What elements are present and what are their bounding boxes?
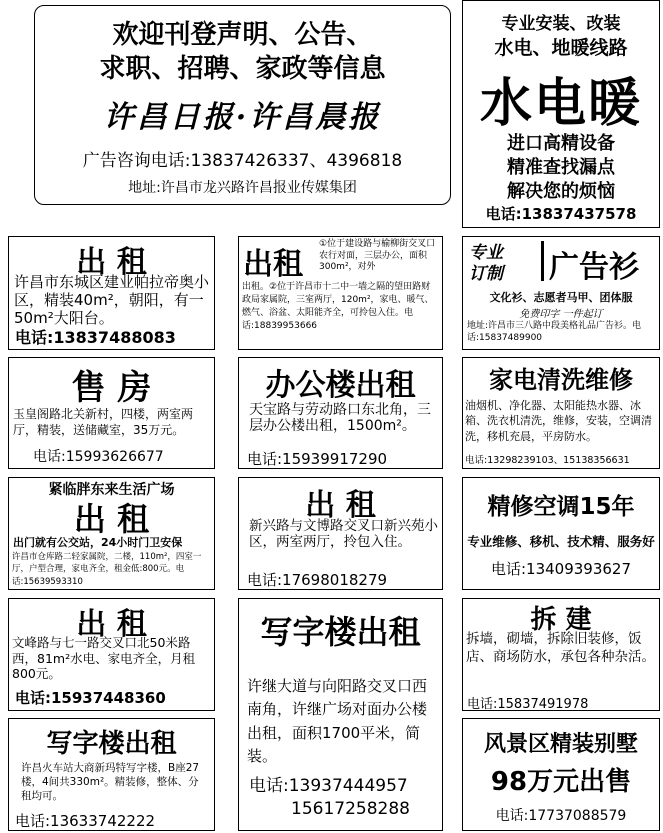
xinxing-body: 新兴路与文博路交叉口新兴苑小区，两室两厅，拎包入住。	[249, 518, 438, 551]
plaza-line1: 出门就有公交站，24小时门卫安保	[13, 536, 183, 549]
plumbing-line2: 水电、地暖线路	[494, 37, 628, 59]
shirts-line1: 文化衫、志愿者马甲、团体服	[489, 291, 633, 304]
wenfeng-title: 出 租	[76, 607, 147, 642]
header-address: 地址:许昌市龙兴路许昌报业传媒集团	[128, 180, 357, 196]
tower-title: 写字楼出租	[260, 613, 421, 651]
rent-title: 出 租	[76, 245, 147, 280]
ad-custom-shirts	[462, 236, 660, 350]
shirts-line3: 地址:许昌市三八路中段美格礼品广告衫。电话:15837489900	[467, 321, 642, 344]
shirts-title: 广告衫	[549, 250, 639, 285]
ad-demolition	[462, 598, 660, 711]
ad-ac-repair	[462, 477, 660, 590]
sale-title: 售 房	[71, 368, 152, 408]
ad-office-tower-rent	[238, 598, 443, 831]
header-banner	[34, 5, 451, 205]
building-title: 写字楼出租	[46, 729, 177, 759]
shirts-logo-bottom: 订制	[469, 264, 503, 284]
plumbing-big: 水电暖	[479, 74, 642, 134]
rent-body: 许昌市东城区建业帕拉帝奥小区，精装40m²，朝阳，有一50m²大阳台。	[14, 273, 210, 327]
plumbing-line1: 专业安装、改装	[501, 14, 621, 34]
tower-body: 许继大道与向阳路交叉口西南角，许继广场对面办公楼出租，面积1700平米，简装。	[247, 677, 428, 765]
plaza-header: 紧临胖东来生活广场	[48, 482, 175, 498]
appliance-body: 油烟机、净化器、太阳能热水器、冰箱、洗衣机清洗，维修，安装，空调清洗，移机充晨，平房防水。	[465, 399, 652, 443]
villa-phone: 电话:17737088579	[495, 808, 627, 824]
ad-villa-sale	[462, 718, 660, 831]
shirts-divider	[541, 241, 544, 281]
plumbing-line5: 解决您的烦恼	[507, 181, 615, 202]
ad-plaza-rent	[8, 477, 215, 590]
ad-appliance-cleaning	[462, 357, 660, 469]
rent-two-title: 出租	[243, 247, 303, 282]
office-body: 天宝路与劳动路口东北角，三层办公楼出租，1500m²。	[249, 402, 431, 435]
villa-line2: 98万元出售	[490, 767, 632, 797]
demolish-title: 拆 建	[530, 605, 592, 635]
appliance-phone: 电话:13298239103、15138356631	[465, 455, 630, 466]
header-line1: 欢迎刊登声明、公告、	[112, 20, 373, 50]
shirts-line2: 免费印字 一件起订	[519, 309, 603, 320]
ac-line1: 专业维修、移机、技术精、服务好	[467, 534, 655, 549]
plumbing-phone: 电话:13837437578	[485, 205, 637, 223]
appliance-title: 家电清洗维修	[489, 366, 633, 394]
office-title: 办公楼出租	[265, 368, 416, 403]
ad-house-sale	[8, 357, 215, 469]
ad-rent-xinxing	[238, 477, 443, 590]
demolish-phone: 电话:15837491978	[467, 697, 589, 711]
demolish-body: 拆墙，砌墙，拆除旧装修，饭店、商场防水，承包各种杂活。	[466, 631, 655, 665]
ad-rent-two-properties	[238, 236, 443, 350]
ad-rent-dongcheng	[8, 236, 215, 350]
building-phone: 电话:13633742222	[15, 812, 156, 830]
newspaper-logo: 许昌日报·许昌晨报	[103, 100, 382, 135]
rent-two-body-right: ①位于建设路与榆柳街交叉口农行对面，三层办公，面积300m²，对外	[319, 239, 436, 273]
ad-plumbing	[462, 0, 660, 228]
header-line2: 求职、招聘、家政等信息	[99, 54, 386, 84]
ad-rent-wenfeng	[8, 598, 215, 711]
plaza-title: 出 租	[73, 500, 150, 538]
ad-office-building-rent	[8, 718, 215, 831]
plumbing-line3: 进口高精设备	[507, 133, 615, 154]
sale-body: 玉皇阁路北关新村，四楼，两室两厅，精装，送储藏室，35万元。	[13, 407, 194, 438]
xinxing-title: 出 租	[305, 488, 376, 523]
rent-two-body-bottom: 出租。②位于许昌市十二中一墙之隔的望田路财政局家属院，三室两厅，120m²，家电、暖气、燃气、浴盆、太阳能齐全，可拎包入住。电话:18839953666	[242, 282, 434, 332]
wenfeng-body: 文峰路与七一路交叉口北50米路西，81m²水电、家电齐全，月租800元。	[12, 635, 196, 682]
tower-phone2: 15617258288	[291, 799, 410, 819]
villa-line1: 风景区精装别墅	[483, 732, 638, 757]
plaza-line2: 许昌市仓库路二轻家属院，二楼，110m²，四室一厅，户型合理，家电齐全，租金低:800元。电话:15639593310	[12, 552, 202, 587]
ac-title: 精修空调15年	[487, 494, 635, 520]
plumbing-line4: 精准查找漏点	[507, 157, 615, 178]
tower-phone1: 电话:13937444957	[249, 776, 408, 796]
shirts-logo-top: 专业	[469, 243, 503, 263]
header-phone: 广告咨询电话:13837426337、4396818	[82, 151, 403, 171]
building-body: 许昌火车站大商新玛特写字楼，B座27楼，4间共330m²。精装修，整体、分租均可。	[21, 762, 200, 803]
rent-phone: 电话:13837488083	[15, 328, 176, 347]
ad-office-rent	[238, 357, 443, 469]
wenfeng-phone: 电话:15937448360	[15, 689, 166, 707]
ac-phone: 电话:13409393627	[490, 560, 632, 578]
office-phone: 电话:15939917290	[247, 450, 388, 468]
sale-phone: 电话:15993626677	[33, 449, 164, 465]
xinxing-phone: 电话:17698018279	[247, 571, 388, 589]
